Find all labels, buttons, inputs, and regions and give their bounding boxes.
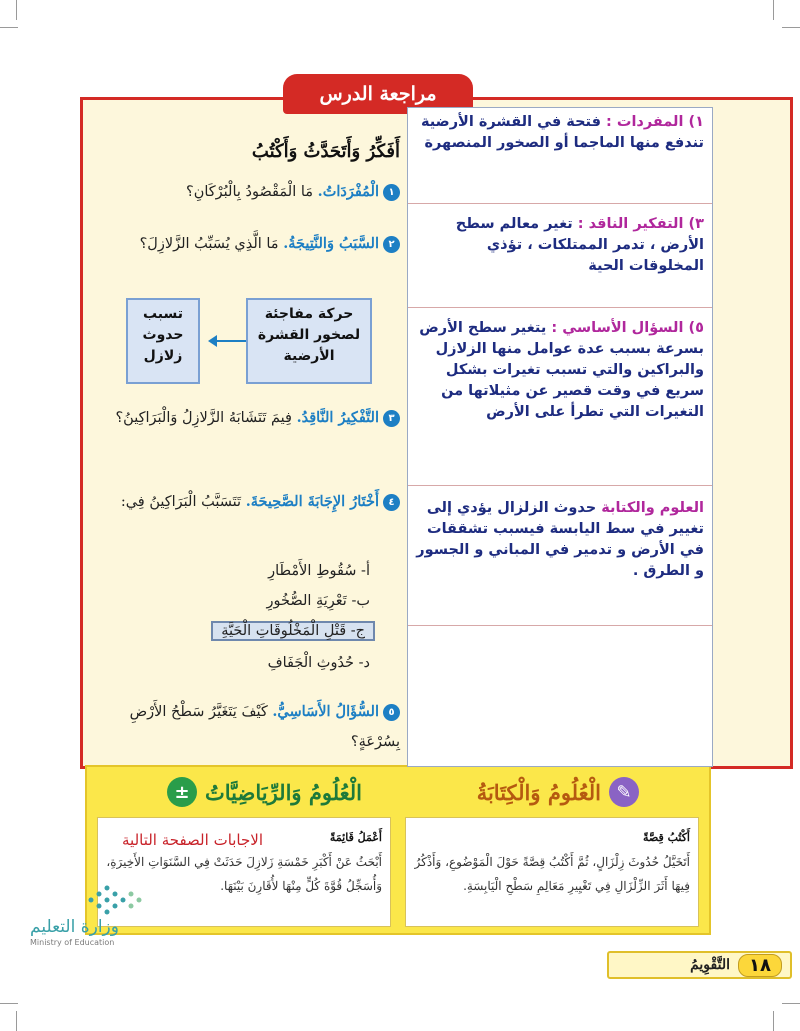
section-label: التَّقْوِيمُ (690, 957, 731, 973)
question-5 (95, 697, 400, 757)
option-b: ب- تَعْرِيَةِ الصُّخُورِ (266, 593, 370, 609)
crop-mark (782, 1003, 800, 1004)
answer-heading: ٣) التفكير الناقد : (577, 216, 704, 232)
science-writing-heading (477, 777, 639, 807)
crop-mark (16, 0, 17, 20)
answers-next-page-note: الاجابات الصفحة التالية (122, 831, 263, 849)
question-label: أَخْتَارُ الإِجَابَةَ الصَّحِيحَةَ. (245, 493, 379, 510)
ministry-logo-mark (85, 880, 145, 920)
question-label: السَّبَبُ وَالنَّتِيجَةُ. (283, 235, 379, 252)
answer-text: تغير معالم سطح الأرض ، تدمر الممتلكات ، تؤذي المخلوقات الحية (455, 216, 704, 274)
question-text: مَا الَّذِي يُسَبِّبُ الزَّلازِلَ؟ (139, 236, 279, 252)
crop-mark (0, 27, 18, 28)
page-footer (607, 951, 792, 979)
question-1 (95, 177, 400, 207)
question-text: تَتَسَبَّبُ الْبَرَاكِينُ فِي: (120, 494, 242, 510)
effect-box: تسبب حدوث زلازل (126, 298, 200, 384)
science-writing-title: الْعُلُومُ وَالْكِتَابَةُ (476, 779, 601, 805)
question-text: مَا الْمَقْصُودُ بِالْبُرْكَانِ؟ (186, 184, 314, 200)
option-c-selected: ج- قَتْلِ الْمَخْلُوقَاتِ الْحَيَّةِ (211, 621, 375, 641)
question-number: ٥ (383, 704, 400, 721)
science-math-title: الْعُلُومُ وَالرِّيَاضِيَّاتُ (205, 779, 363, 805)
question-3 (95, 403, 400, 433)
ministry-name-arabic: وزارة التعليم (30, 917, 119, 937)
plus-minus-icon: ± (167, 777, 197, 807)
question-number: ١ (383, 184, 400, 201)
pencil-icon: ✎ (609, 777, 639, 807)
option-d: د- حُدُوثِ الْجَفَافِ (267, 655, 370, 671)
ministry-name-english: Ministry of Education (30, 938, 115, 947)
questions-title: أَفَكِّرُ وَأَتَحَدَّثُ وَأَكْتُبُ (251, 141, 400, 162)
question-text: كَيْفَ يَتَغَيَّرُ سَطْحُ الأَرْضِ بِسُرْعَةٍ؟ (129, 704, 400, 750)
answer-text: يتغير سطح الأرض بسرعة بسبب عدة عوامل منها الزلازل والبراكين والتي تسبب تغيرات بشكل سريع في وقت قصير عن مثيلاتها من التغيرات التي تطرأ على الأرض (419, 320, 704, 420)
answer-heading: ٥) السؤال الأساسي : (551, 320, 704, 336)
answer-essential-question (408, 308, 712, 486)
math-text: أَبْحَثُ عَنْ أَكْبَرِ خَمْسَةِ زَلازِلَ حَدَثَتْ فِي السَّنَوَاتِ الأَخِيرَةِ، وَأُسَجِّلُ قُوَّةَ كُلٍّ مِنْهَا لأُقَارِنَ بَيْنَهَا. (106, 855, 382, 893)
answers-panel (407, 107, 713, 767)
question-text: فِيمَ تَتَشَابَهُ الزَّلازِلُ وَالْبَرَاكِينُ؟ (115, 410, 292, 426)
answer-heading: ١) المفردات : (606, 114, 704, 130)
science-math-heading (167, 777, 362, 807)
answer-text: حدوث الزلزال يؤدي إلى تغيير في سط اليابسة فيسبب تشققات في الأرض و تدمير في المباني و الجسور و الطرق . (416, 500, 704, 579)
writing-text: أَتَخَيَّلُ حُدُوثَ زِلْزَالٍ، ثُمَّ أَكْتُبُ قِصَّةً حَوْلَ الْمَوْضُوعِ، وَأَذْكُرُ فِيهَا أَثَرَ الزِّلْزَالِ فِي تَغْيِيرِ مَعَالِمِ سَطْحِ الْيَابِسَةِ. (414, 855, 690, 893)
question-number: ٤ (383, 494, 400, 511)
writing-box (405, 817, 699, 927)
cause-box: حركة مفاجئة لصخور القشرة الأرضية (246, 298, 372, 384)
page-number: ١٨ (738, 954, 782, 977)
question-number: ٢ (383, 236, 400, 253)
question-label: الْمُفْرَدَاتُ. (317, 183, 379, 200)
crop-mark (773, 0, 774, 20)
answer-critical-thinking (408, 204, 712, 308)
crop-mark (0, 1003, 18, 1004)
crop-mark (16, 1011, 17, 1031)
lesson-review-tab: مراجعة الدرس (283, 74, 473, 114)
answer-heading: العلوم والكتابة (601, 500, 704, 516)
question-4 (95, 487, 400, 517)
question-number: ٣ (383, 410, 400, 427)
crop-mark (782, 27, 800, 28)
crop-mark (773, 1011, 774, 1031)
arrow-icon (216, 340, 246, 342)
question-label: السُّؤَالُ الأَسَاسِيُّ. (272, 703, 379, 720)
option-a: أ- سُقُوطِ الأَمْطَارِ (268, 563, 370, 579)
question-2 (95, 229, 400, 259)
writing-label: أَكْتُبُ قِصَّةً (643, 831, 690, 844)
answer-text: فتحة في القشرة الأرضية تندفع منها الماجما أو الصخور المنصهرة (420, 114, 704, 151)
answer-vocabulary (408, 108, 712, 204)
bottom-activities-panel (85, 765, 711, 935)
math-label: أَعْمَلُ قَائِمَةً (329, 831, 382, 844)
question-label: التَّفْكِيرُ النَّاقِدُ. (296, 409, 379, 426)
answer-science-writing (408, 486, 712, 626)
